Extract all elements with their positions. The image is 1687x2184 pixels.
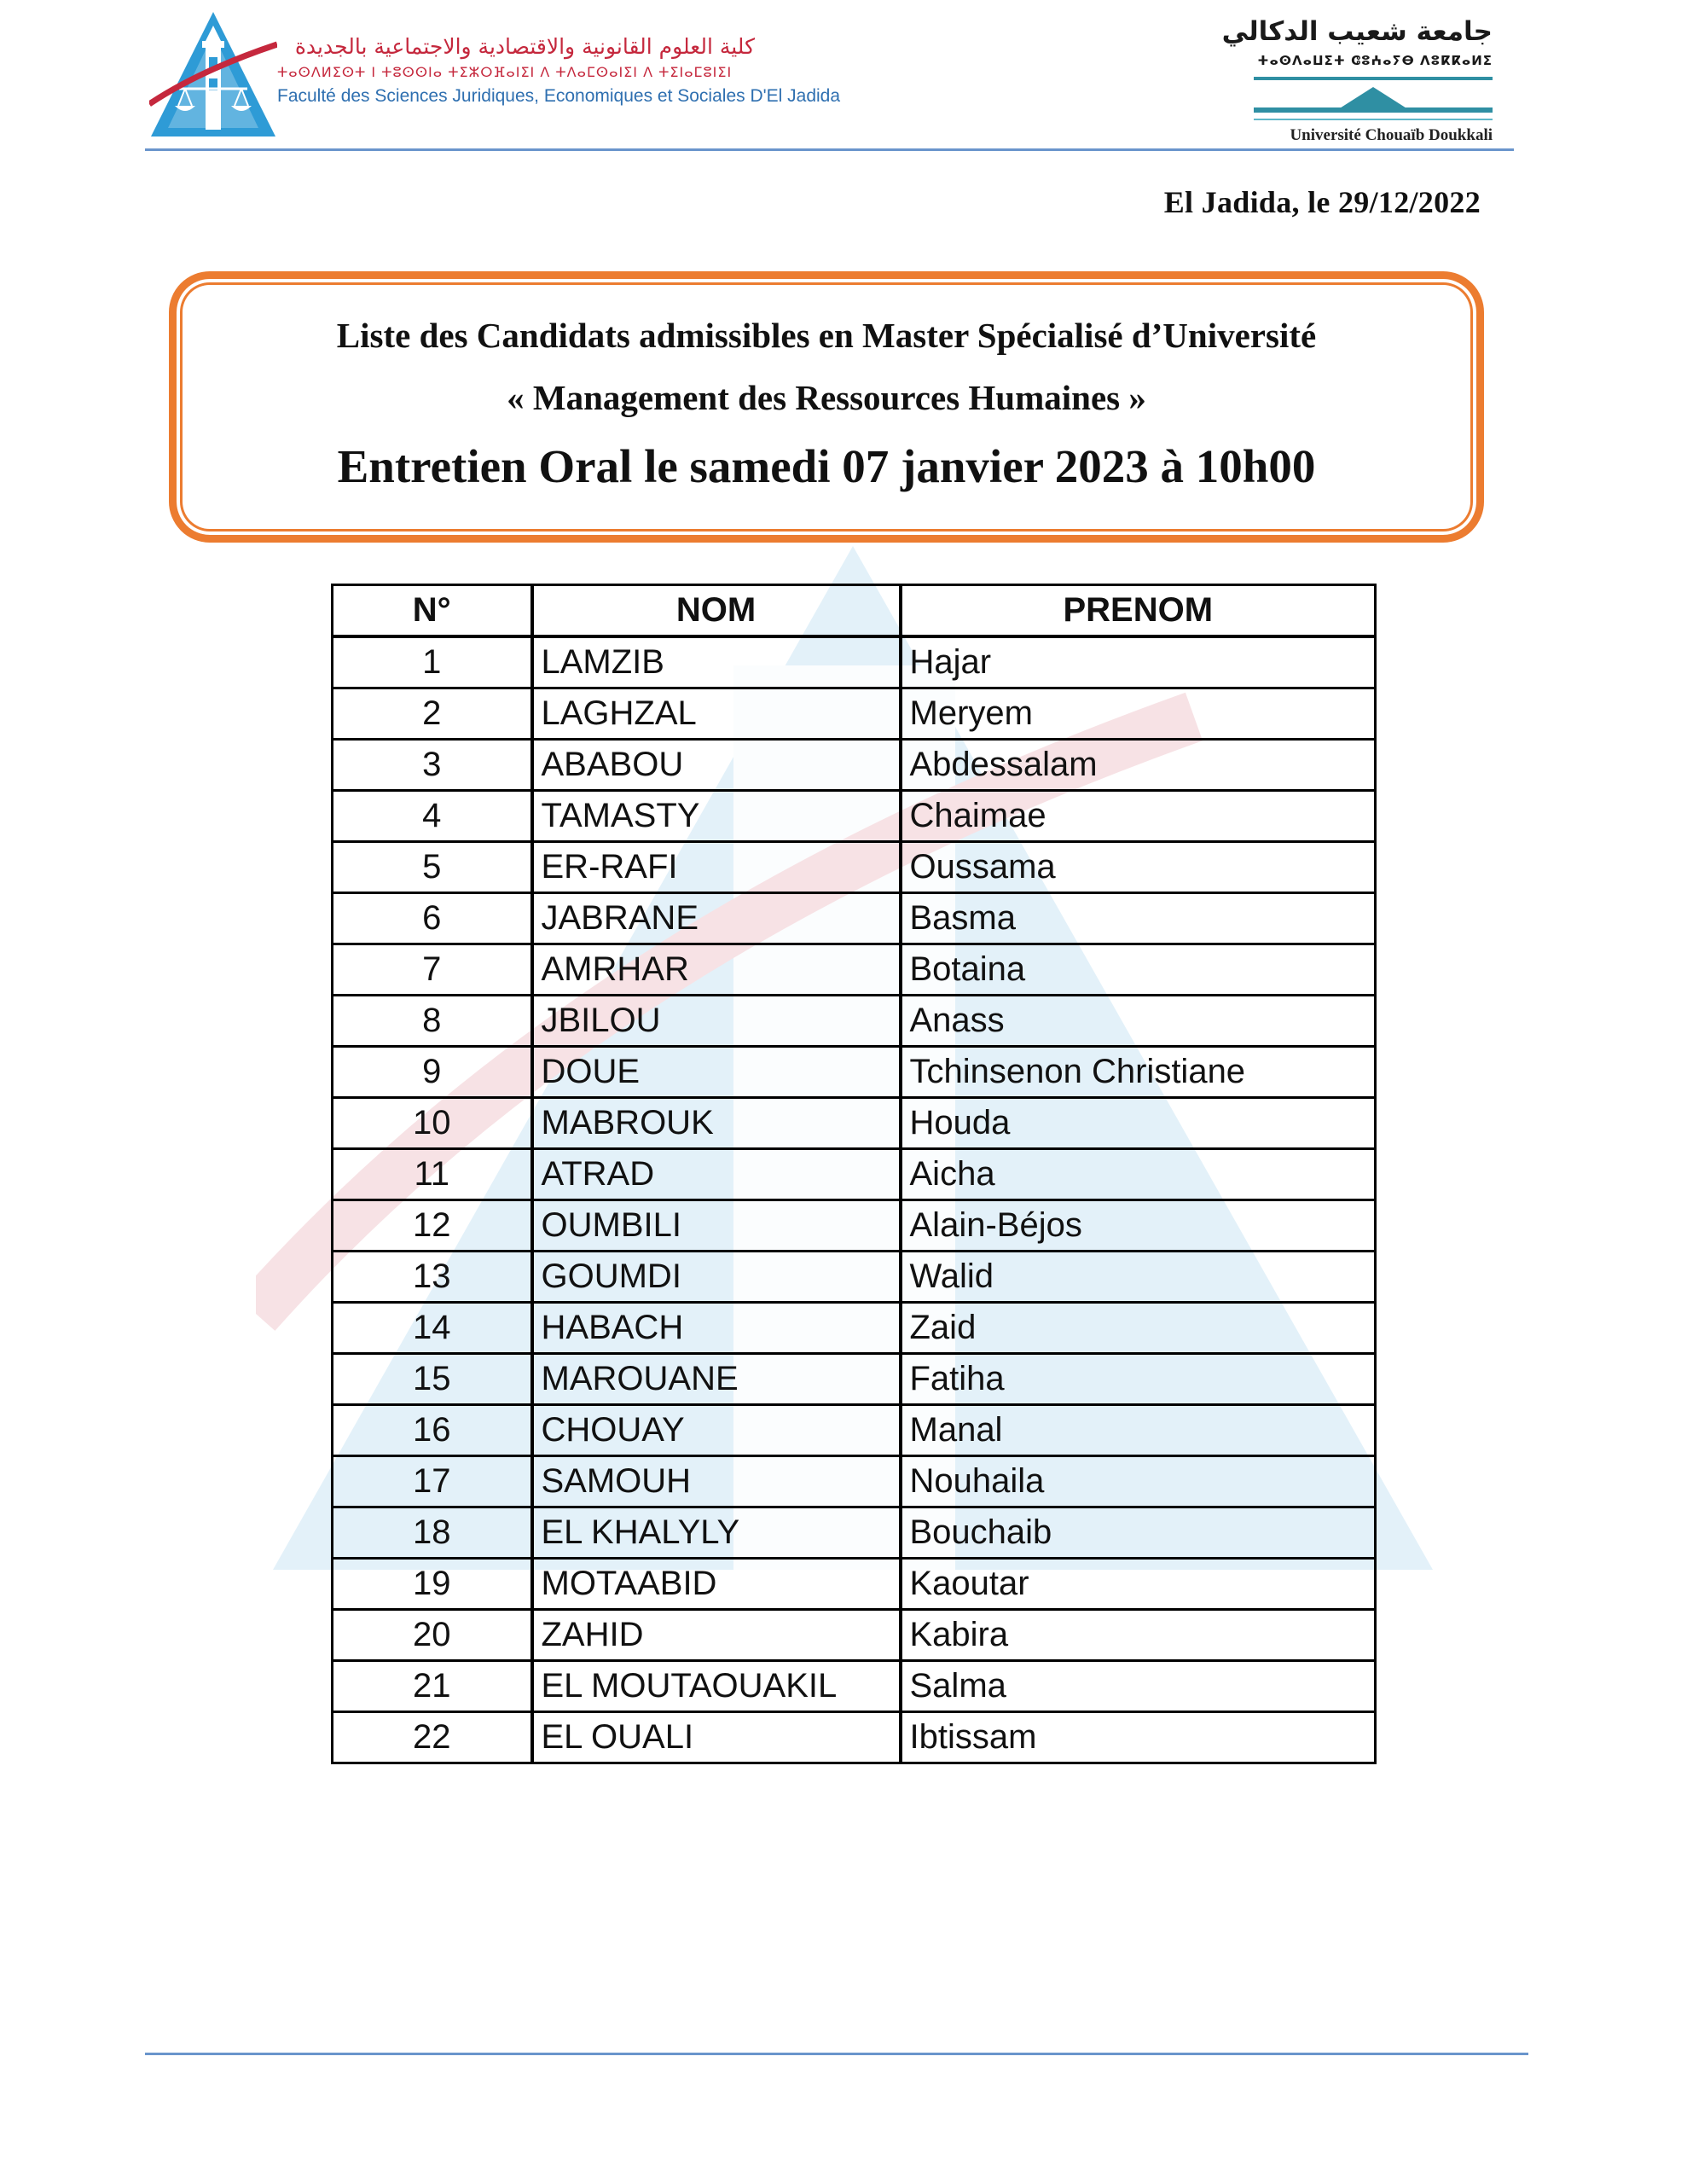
table-row xyxy=(333,1507,1376,1559)
row-nom: MABROUK xyxy=(532,1098,901,1149)
faculty-name-arabic: كلية العلوم القانونية والاقتصادية والاجتماعية بالجديدة xyxy=(294,34,755,59)
row-nom: HABACH xyxy=(532,1303,901,1354)
candidates-table xyxy=(331,584,1377,1764)
row-nom: MOTAABID xyxy=(532,1559,901,1610)
row-prenom: Abdessalam xyxy=(901,740,1376,791)
row-number: 1 xyxy=(333,636,532,688)
row-nom: MAROUANE xyxy=(532,1354,901,1405)
row-prenom: Oussama xyxy=(901,842,1376,893)
row-nom: GOUMDI xyxy=(532,1252,901,1303)
row-nom: ATRAD xyxy=(532,1149,901,1200)
university-name-tifinagh: ⵜⴰⵙⴷⴰⵡⵉⵜ ⵛⵓⵄⴰⵢⴱ ⴷⵓⴽⴽⴰⵍⵉ xyxy=(1257,53,1493,68)
column-header-nom: NOM xyxy=(532,585,901,637)
table-row xyxy=(333,1559,1376,1610)
row-number: 14 xyxy=(333,1303,532,1354)
university-logo-block xyxy=(1221,14,1493,147)
table-row xyxy=(333,791,1376,842)
table-row xyxy=(333,842,1376,893)
table-row xyxy=(333,1098,1376,1149)
row-prenom: Houda xyxy=(901,1098,1376,1149)
university-name-arabic: جامعة شعيب الدكالي xyxy=(1221,16,1493,47)
row-prenom: Ibtissam xyxy=(901,1712,1376,1763)
table-row xyxy=(333,1661,1376,1712)
row-nom: EL KHALYLY xyxy=(532,1507,901,1559)
row-number: 11 xyxy=(333,1149,532,1200)
university-name-french: Université Chouaïb Doukkali xyxy=(1290,126,1493,144)
table-row xyxy=(333,944,1376,996)
row-prenom: Kabira xyxy=(901,1610,1376,1661)
table-row xyxy=(333,1610,1376,1661)
row-nom: JABRANE xyxy=(532,893,901,944)
row-nom: TAMASTY xyxy=(532,791,901,842)
row-prenom: Basma xyxy=(901,893,1376,944)
table-row xyxy=(333,893,1376,944)
row-number: 6 xyxy=(333,893,532,944)
row-number: 19 xyxy=(333,1559,532,1610)
row-number: 21 xyxy=(333,1661,532,1712)
title-box xyxy=(169,271,1484,543)
row-nom: EL OUALI xyxy=(532,1712,901,1763)
row-number: 5 xyxy=(333,842,532,893)
row-number: 18 xyxy=(333,1507,532,1559)
row-number: 17 xyxy=(333,1456,532,1507)
row-nom: SAMOUH xyxy=(532,1456,901,1507)
row-prenom: Tchinsenon Christiane xyxy=(901,1047,1376,1098)
table-row xyxy=(333,1200,1376,1252)
row-prenom: Bouchaib xyxy=(901,1507,1376,1559)
row-number: 22 xyxy=(333,1712,532,1763)
table-header-row xyxy=(333,585,1376,637)
row-prenom: Aicha xyxy=(901,1149,1376,1200)
footer-divider xyxy=(145,2053,1528,2055)
faculty-name-block xyxy=(277,32,841,109)
page-header xyxy=(145,9,1510,154)
row-nom: EL MOUTAOUAKIL xyxy=(532,1661,901,1712)
row-prenom: Anass xyxy=(901,996,1376,1047)
row-number: 3 xyxy=(333,740,532,791)
title-line-3: Entretien Oral le samedi 07 janvier 2023 à 10h00 xyxy=(337,440,1316,492)
table-row xyxy=(333,1303,1376,1354)
title-line-1: Liste des Candidats admissibles en Master Spécialisé d’Université xyxy=(336,316,1317,355)
row-prenom: Alain-Béjos xyxy=(901,1200,1376,1252)
row-number: 10 xyxy=(333,1098,532,1149)
table-row xyxy=(333,636,1376,688)
faculty-name-tifinagh: ⵜⴰⵙⴷⵍⵉⵙⵜ ⵏ ⵜⵓⵙⵙⵏⴰ ⵜⵉⵣⵔⴼⴰⵏⵉⵏ ⴷ ⵜⴷⴰⵎⵙⴰⵏⵉⵏ ⴷ ⵜⵉⵏⴰⵎⵓⵏⵉⵏ xyxy=(277,64,733,80)
row-nom: DOUE xyxy=(532,1047,901,1098)
row-prenom: Walid xyxy=(901,1252,1376,1303)
table-row xyxy=(333,688,1376,740)
column-header-prenom: PRENOM xyxy=(901,585,1376,637)
row-number: 16 xyxy=(333,1405,532,1456)
row-prenom: Nouhaila xyxy=(901,1456,1376,1507)
row-prenom: Manal xyxy=(901,1405,1376,1456)
row-nom: ZAHID xyxy=(532,1610,901,1661)
row-nom: CHOUAY xyxy=(532,1405,901,1456)
row-prenom: Zaid xyxy=(901,1303,1376,1354)
row-number: 15 xyxy=(333,1354,532,1405)
row-prenom: Botaina xyxy=(901,944,1376,996)
row-nom: LAGHZAL xyxy=(532,688,901,740)
row-prenom: Kaoutar xyxy=(901,1559,1376,1610)
table-row xyxy=(333,740,1376,791)
row-number: 8 xyxy=(333,996,532,1047)
row-nom: OUMBILI xyxy=(532,1200,901,1252)
row-number: 13 xyxy=(333,1252,532,1303)
university-emblem xyxy=(1254,73,1493,125)
row-number: 4 xyxy=(333,791,532,842)
table-row xyxy=(333,1405,1376,1456)
header-divider xyxy=(145,148,1514,151)
row-nom: ER-RAFI xyxy=(532,842,901,893)
row-number: 12 xyxy=(333,1200,532,1252)
row-number: 20 xyxy=(333,1610,532,1661)
table-row xyxy=(333,1456,1376,1507)
row-nom: JBILOU xyxy=(532,996,901,1047)
document-date: El Jadida, le 29/12/2022 xyxy=(1163,185,1481,219)
row-prenom: Fatiha xyxy=(901,1354,1376,1405)
row-nom: LAMZIB xyxy=(532,636,901,688)
table-row xyxy=(333,1149,1376,1200)
table-row xyxy=(333,1252,1376,1303)
row-prenom: Salma xyxy=(901,1661,1376,1712)
row-number: 2 xyxy=(333,688,532,740)
table-row xyxy=(333,1047,1376,1098)
title-line-2: « Management des Ressources Humaines » xyxy=(507,378,1146,417)
row-prenom: Meryem xyxy=(901,688,1376,740)
row-prenom: Hajar xyxy=(901,636,1376,688)
column-header-number: N° xyxy=(333,585,532,637)
table-row xyxy=(333,1712,1376,1763)
row-nom: AMRHAR xyxy=(532,944,901,996)
table-row xyxy=(333,996,1376,1047)
faculty-logo xyxy=(149,10,277,138)
row-nom: ABABOU xyxy=(532,740,901,791)
row-prenom: Chaimae xyxy=(901,791,1376,842)
faculty-name-french: Faculté des Sciences Juridiques, Economiques et Sociales D'El Jadida xyxy=(277,86,841,106)
table-row xyxy=(333,1354,1376,1405)
row-number: 7 xyxy=(333,944,532,996)
row-number: 9 xyxy=(333,1047,532,1098)
